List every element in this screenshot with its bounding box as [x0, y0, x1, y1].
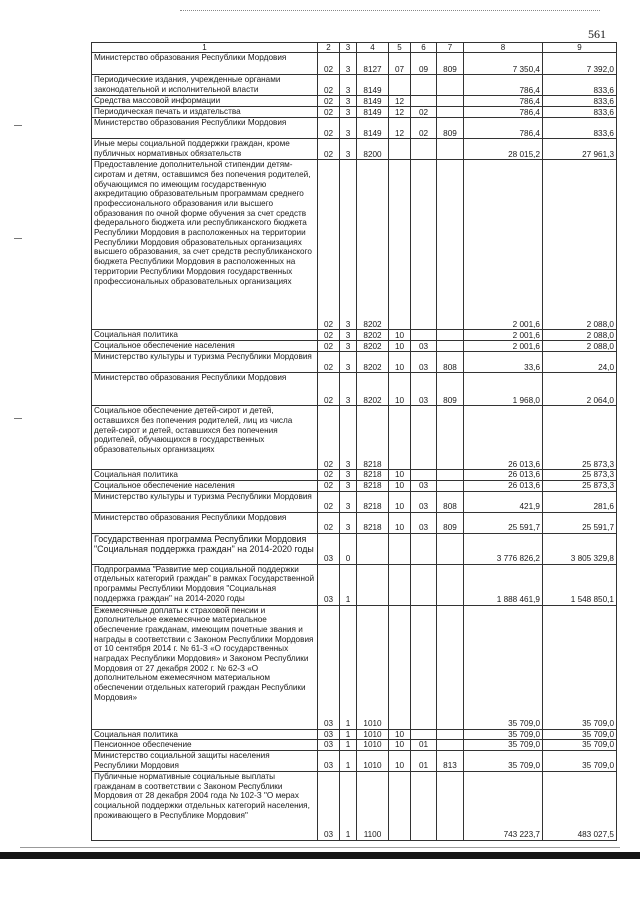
table-row: [92, 406, 617, 470]
row-name: Иные меры социальной поддержки граждан, кроме публичных нормативных обязательств: [92, 139, 318, 160]
row-name: Социальное обеспечение населения: [92, 481, 318, 492]
cell-c3: 3: [340, 75, 357, 96]
cell-c9: 2 088,0: [543, 330, 617, 341]
cell-c7: 809: [437, 373, 464, 406]
row-name: Министерство образования Республики Мордовия: [92, 512, 318, 533]
cell-c4: 8200: [357, 139, 389, 160]
cell-c6: 01: [411, 740, 437, 751]
cell-c5: 10: [389, 481, 411, 492]
cell-c9: 2 088,0: [543, 160, 617, 330]
cell-c5: 10: [389, 729, 411, 740]
cell-c4: 8218: [357, 491, 389, 512]
cell-c6: [411, 564, 437, 605]
cell-c4: 8202: [357, 341, 389, 352]
cell-c8: 786,4: [464, 118, 543, 139]
cell-c2: 02: [318, 373, 340, 406]
cell-c8: 26 013,6: [464, 406, 543, 470]
cell-c6: [411, 605, 437, 729]
cell-c5: 12: [389, 118, 411, 139]
top-scan-rule: [180, 10, 600, 11]
cell-c8: 743 223,7: [464, 772, 543, 841]
cell-c5: 10: [389, 491, 411, 512]
cell-c6: [411, 75, 437, 96]
cell-c2: 02: [318, 118, 340, 139]
cell-c9: 25 873,3: [543, 470, 617, 481]
cell-c4: 8202: [357, 352, 389, 373]
column-header: 5: [389, 43, 411, 53]
cell-c8: 25 591,7: [464, 512, 543, 533]
cell-c7: [437, 330, 464, 341]
cell-c3: 1: [340, 605, 357, 729]
cell-c3: 1: [340, 751, 357, 772]
cell-c2: 02: [318, 96, 340, 107]
row-name: Предоставление дополнительной стипендии детям-сиротам и детям, оставшимся без попечения родителей, обучающимся по имеющим государственную аккредитацию образовательным программам среднего профессионального образования или высшего образования по очной форме обучения за счет средств федерального бюджета или республиканского бюджета Республики Мордовия в расположенных на территории Республики Мордовия образовательных организациях высшего образования, за счет средств республиканского бюджета Республики Мордовия в расположенных на территории Республики Мордовия государственных профессиональных образовательных организациях: [92, 160, 318, 330]
cell-c4: 8149: [357, 107, 389, 118]
row-name: Социальная политика: [92, 330, 318, 341]
cell-c6: 03: [411, 373, 437, 406]
cell-c6: 02: [411, 118, 437, 139]
cell-c3: 3: [340, 512, 357, 533]
cell-c7: [437, 470, 464, 481]
cell-c3: 3: [340, 53, 357, 75]
row-name: Подпрограмма "Развитие мер социальной поддержки отдельных категорий граждан" в рамках Государственной программы Республики Мордовия "Социальная поддержка граждан" на 2014-2020 годы: [92, 564, 318, 605]
cell-c2: 02: [318, 139, 340, 160]
cell-c5: 10: [389, 470, 411, 481]
cell-c2: 03: [318, 564, 340, 605]
row-name: Средства массовой информации: [92, 96, 318, 107]
cell-c2: 02: [318, 75, 340, 96]
cell-c5: 07: [389, 53, 411, 75]
cell-c2: 02: [318, 481, 340, 492]
cell-c6: [411, 139, 437, 160]
budget-table: [91, 42, 617, 841]
cell-c3: 1: [340, 740, 357, 751]
cell-c9: 2 088,0: [543, 341, 617, 352]
table-row: [92, 330, 617, 341]
cell-c3: 3: [340, 406, 357, 470]
page-number: 561: [588, 27, 606, 41]
table-row: [92, 605, 617, 729]
cell-c3: 3: [340, 341, 357, 352]
cell-c6: [411, 533, 437, 564]
cell-c7: 809: [437, 118, 464, 139]
row-name: Министерство образования Республики Мордовия: [92, 118, 318, 139]
table-row: [92, 352, 617, 373]
cell-c8: 2 001,6: [464, 341, 543, 352]
cell-c7: [437, 564, 464, 605]
cell-c4: 8149: [357, 118, 389, 139]
cell-c7: 813: [437, 751, 464, 772]
cell-c4: 1100: [357, 772, 389, 841]
cell-c5: 10: [389, 330, 411, 341]
cell-c9: 1 548 850,1: [543, 564, 617, 605]
table-row: [92, 740, 617, 751]
cell-c7: [437, 139, 464, 160]
cell-c5: 10: [389, 740, 411, 751]
cell-c6: 03: [411, 512, 437, 533]
cell-c4: 8149: [357, 96, 389, 107]
margin-mark: [14, 238, 22, 239]
table-row: [92, 75, 617, 96]
cell-c7: [437, 107, 464, 118]
cell-c7: 809: [437, 53, 464, 75]
table-row: [92, 53, 617, 75]
cell-c7: [437, 729, 464, 740]
table-row: [92, 470, 617, 481]
cell-c5: 10: [389, 341, 411, 352]
cell-c8: 7 350,4: [464, 53, 543, 75]
cell-c7: 809: [437, 512, 464, 533]
table-row: [92, 729, 617, 740]
column-header: 3: [340, 43, 357, 53]
cell-c7: [437, 605, 464, 729]
cell-c6: [411, 729, 437, 740]
cell-c5: 12: [389, 96, 411, 107]
cell-c8: 35 709,0: [464, 605, 543, 729]
cell-c3: 3: [340, 373, 357, 406]
column-header: 8: [464, 43, 543, 53]
cell-c9: 35 709,0: [543, 740, 617, 751]
cell-c5: [389, 139, 411, 160]
table-row: [92, 564, 617, 605]
cell-c9: 833,6: [543, 75, 617, 96]
column-header: 4: [357, 43, 389, 53]
cell-c9: 483 027,5: [543, 772, 617, 841]
cell-c3: 3: [340, 470, 357, 481]
margin-mark: [14, 418, 22, 419]
cell-c4: [357, 564, 389, 605]
cell-c2: 03: [318, 740, 340, 751]
cell-c2: 02: [318, 330, 340, 341]
cell-c9: 281,6: [543, 491, 617, 512]
cell-c7: [437, 160, 464, 330]
cell-c7: 808: [437, 491, 464, 512]
cell-c5: 12: [389, 107, 411, 118]
cell-c9: 24,0: [543, 352, 617, 373]
cell-c8: 786,4: [464, 75, 543, 96]
row-name: Публичные нормативные социальные выплаты гражданам в соответствии с Законом Республики Мордовия от 28 декабря 2004 года № 102-З "О мерах социальной поддержки отдельных категорий населения, проживающего в Республике Мордовия": [92, 772, 318, 841]
cell-c7: 808: [437, 352, 464, 373]
column-header: 1: [92, 43, 318, 53]
row-name: Социальная политика: [92, 729, 318, 740]
cell-c2: 02: [318, 107, 340, 118]
cell-c2: 03: [318, 533, 340, 564]
cell-c6: [411, 406, 437, 470]
cell-c3: 3: [340, 352, 357, 373]
cell-c6: 09: [411, 53, 437, 75]
row-name: Социальное обеспечение детей-сирот и детей, оставшихся без попечения родителей, лиц из числа детей-сирот и детей, оставшихся без попечения родителей, обучающихся в государственных образовательных организациях: [92, 406, 318, 470]
cell-c4: 1010: [357, 740, 389, 751]
cell-c4: [357, 533, 389, 564]
table-row: [92, 373, 617, 406]
column-header: 7: [437, 43, 464, 53]
cell-c5: [389, 564, 411, 605]
cell-c8: 26 013,6: [464, 481, 543, 492]
cell-c4: 1010: [357, 751, 389, 772]
table-row: [92, 139, 617, 160]
cell-c6: [411, 772, 437, 841]
cell-c3: 3: [340, 491, 357, 512]
cell-c2: 02: [318, 53, 340, 75]
column-header: 2: [318, 43, 340, 53]
cell-c3: 1: [340, 772, 357, 841]
cell-c9: 7 392,0: [543, 53, 617, 75]
cell-c2: 02: [318, 491, 340, 512]
row-name: Социальная политика: [92, 470, 318, 481]
cell-c2: 02: [318, 341, 340, 352]
cell-c8: 786,4: [464, 107, 543, 118]
cell-c8: 2 001,6: [464, 160, 543, 330]
cell-c2: 03: [318, 772, 340, 841]
cell-c3: 1: [340, 729, 357, 740]
row-name: Ежемесячные доплаты к страховой пенсии и дополнительное ежемесячное материальное обеспечение гражданам, имеющим почетные звания и награды в соответствии с Законом Республики Мордовия от 10 сентября 2014 г. № 61-З «О государственных наградах Республики Мордовия» и Законом Республики Мордовия от 27 декабря 2002 г. № 62-З «О дополнительном ежемесячном материальном обеспечении отдельных категорий граждан Республики Мордовия»: [92, 605, 318, 729]
cell-c3: 0: [340, 533, 357, 564]
table-row: [92, 341, 617, 352]
cell-c6: 03: [411, 352, 437, 373]
column-header: 6: [411, 43, 437, 53]
cell-c8: 35 709,0: [464, 751, 543, 772]
cell-c5: 10: [389, 373, 411, 406]
cell-c6: [411, 330, 437, 341]
cell-c5: [389, 160, 411, 330]
cell-c9: 2 064,0: [543, 373, 617, 406]
cell-c4: 1010: [357, 605, 389, 729]
cell-c3: 3: [340, 481, 357, 492]
cell-c6: 03: [411, 341, 437, 352]
cell-c7: [437, 481, 464, 492]
cell-c5: [389, 605, 411, 729]
cell-c9: 3 805 329,8: [543, 533, 617, 564]
cell-c7: [437, 772, 464, 841]
cell-c6: 03: [411, 481, 437, 492]
cell-c2: 02: [318, 406, 340, 470]
cell-c3: 3: [340, 160, 357, 330]
cell-c3: 3: [340, 107, 357, 118]
cell-c6: 03: [411, 491, 437, 512]
cell-c4: 1010: [357, 729, 389, 740]
row-name: Государственная программа Республики Мордовия "Социальная поддержка граждан" на 2014-2020 годы: [92, 533, 318, 564]
table-row: [92, 512, 617, 533]
cell-c9: 35 709,0: [543, 605, 617, 729]
cell-c7: [437, 740, 464, 751]
cell-c5: 10: [389, 751, 411, 772]
cell-c8: 1 968,0: [464, 373, 543, 406]
cell-c2: 02: [318, 160, 340, 330]
cell-c5: [389, 533, 411, 564]
row-name: Социальное обеспечение населения: [92, 341, 318, 352]
cell-c9: 833,6: [543, 96, 617, 107]
cell-c7: [437, 406, 464, 470]
cell-c4: 8218: [357, 470, 389, 481]
cell-c9: 25 873,3: [543, 406, 617, 470]
table-row: [92, 481, 617, 492]
column-header: 9: [543, 43, 617, 53]
cell-c4: 8218: [357, 481, 389, 492]
row-name: Министерство культуры и туризма Республики Мордовия: [92, 491, 318, 512]
cell-c2: 02: [318, 352, 340, 373]
table-row: [92, 772, 617, 841]
cell-c3: 1: [340, 564, 357, 605]
cell-c5: [389, 772, 411, 841]
cell-c4: 8127: [357, 53, 389, 75]
table-row: [92, 96, 617, 107]
cell-c2: 02: [318, 470, 340, 481]
cell-c3: 3: [340, 118, 357, 139]
table-row: [92, 118, 617, 139]
margin-mark: [14, 125, 22, 126]
cell-c6: 01: [411, 751, 437, 772]
cell-c9: 35 709,0: [543, 729, 617, 740]
row-name: Периодические издания, учрежденные органами законодательной и исполнительной власти: [92, 75, 318, 96]
cell-c5: [389, 75, 411, 96]
cell-c2: 03: [318, 751, 340, 772]
cell-c2: 03: [318, 729, 340, 740]
cell-c4: 8149: [357, 75, 389, 96]
cell-c8: 786,4: [464, 96, 543, 107]
cell-c6: [411, 96, 437, 107]
cell-c4: 8218: [357, 512, 389, 533]
cell-c8: 35 709,0: [464, 729, 543, 740]
table-row: [92, 491, 617, 512]
cell-c8: 26 013,6: [464, 470, 543, 481]
cell-c8: 35 709,0: [464, 740, 543, 751]
cell-c4: 8218: [357, 406, 389, 470]
cell-c3: 3: [340, 330, 357, 341]
row-name: Пенсионное обеспечение: [92, 740, 318, 751]
cell-c9: 833,6: [543, 118, 617, 139]
cell-c3: 3: [340, 139, 357, 160]
cell-c9: 25 591,7: [543, 512, 617, 533]
cell-c6: [411, 470, 437, 481]
table-row: [92, 751, 617, 772]
table-row: [92, 160, 617, 330]
cell-c9: 27 961,3: [543, 139, 617, 160]
cell-c8: 1 888 461,9: [464, 564, 543, 605]
table-row: [92, 107, 617, 118]
row-name: Периодическая печать и издательства: [92, 107, 318, 118]
cell-c8: 2 001,6: [464, 330, 543, 341]
cell-c4: 8202: [357, 330, 389, 341]
cell-c7: [437, 96, 464, 107]
cell-c5: 10: [389, 512, 411, 533]
cell-c8: 28 015,2: [464, 139, 543, 160]
scan-edge-band: [0, 852, 640, 859]
cell-c9: 35 709,0: [543, 751, 617, 772]
table-row: [92, 533, 617, 564]
row-name: Министерство культуры и туризма Республики Мордовия: [92, 352, 318, 373]
row-name: Министерство образования Республики Мордовия: [92, 53, 318, 75]
cell-c5: 10: [389, 352, 411, 373]
row-name: Министерство социальной защиты населения Республики Мордовия: [92, 751, 318, 772]
cell-c8: 33,6: [464, 352, 543, 373]
cell-c7: [437, 533, 464, 564]
cell-c2: 03: [318, 605, 340, 729]
cell-c4: 8202: [357, 373, 389, 406]
cell-c6: 02: [411, 107, 437, 118]
row-name: Министерство образования Республики Мордовия: [92, 373, 318, 406]
cell-c2: 02: [318, 512, 340, 533]
cell-c4: 8202: [357, 160, 389, 330]
cell-c9: 25 873,3: [543, 481, 617, 492]
cell-c7: [437, 341, 464, 352]
cell-c8: 421,9: [464, 491, 543, 512]
cell-c9: 833,6: [543, 107, 617, 118]
cell-c3: 3: [340, 96, 357, 107]
cell-c8: 3 776 826,2: [464, 533, 543, 564]
scan-line: [20, 847, 620, 848]
header-row: [92, 43, 617, 53]
cell-c7: [437, 75, 464, 96]
cell-c5: [389, 406, 411, 470]
cell-c6: [411, 160, 437, 330]
